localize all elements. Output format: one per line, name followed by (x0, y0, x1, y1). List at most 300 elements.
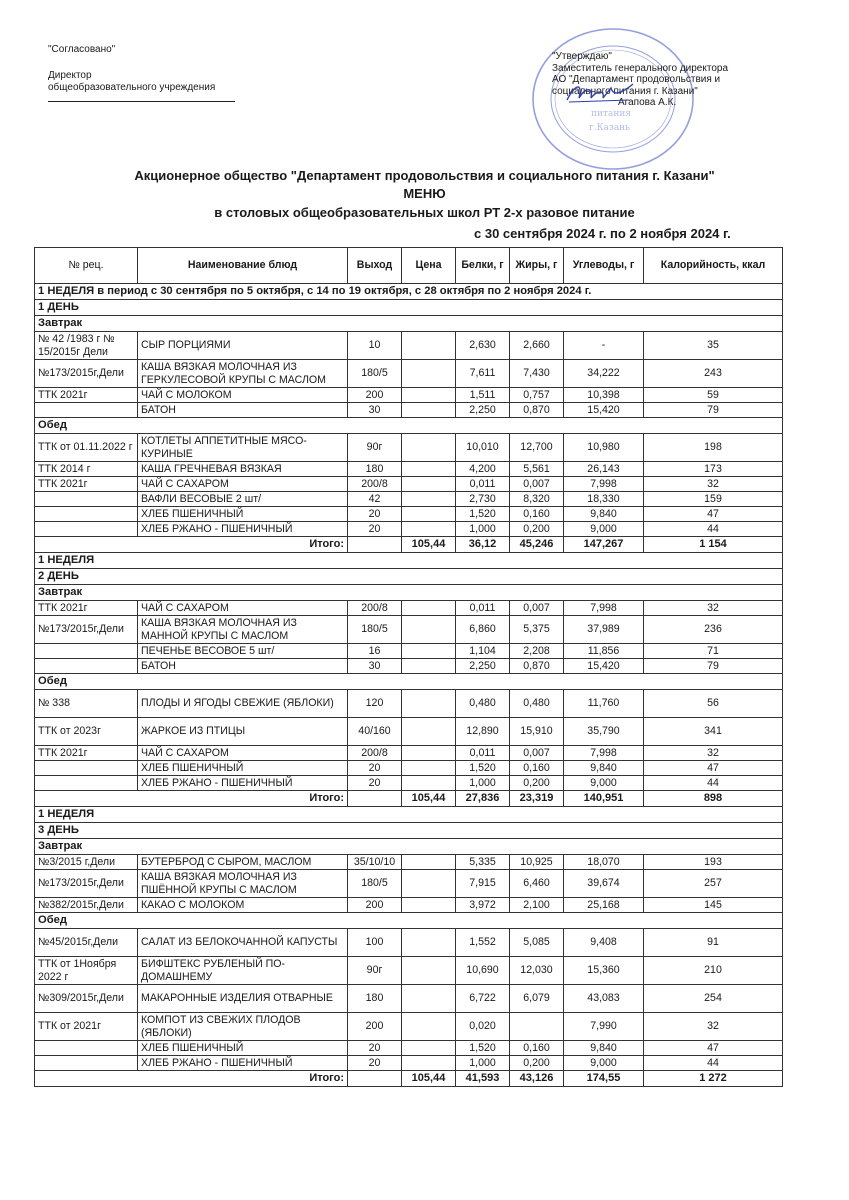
dish-kcal: 243 (644, 360, 783, 388)
total-row (35, 791, 783, 807)
approver-org-line2: социального питания г. Казани" (552, 85, 698, 97)
dish-fat: 6,460 (510, 870, 564, 898)
total-kcal: 898 (644, 791, 783, 807)
dish-protein: 0,020 (456, 1013, 510, 1041)
dish-carbs: 35,790 (564, 718, 644, 746)
day-row (35, 300, 783, 316)
dish-name: ПЛОДЫ И ЯГОДЫ СВЕЖИЕ (ЯБЛОКИ) (138, 690, 348, 718)
dish-price (402, 746, 456, 761)
dish-kcal: 173 (644, 462, 783, 477)
total-fat: 45,246 (510, 537, 564, 553)
dish-output: 20 (348, 522, 402, 537)
dish-carbs: 15,420 (564, 659, 644, 674)
dish-name: КАКАО С МОЛОКОМ (138, 898, 348, 913)
table-row (35, 957, 783, 985)
approver-name: Агапова А.К. (618, 97, 677, 109)
meal-row (35, 316, 783, 332)
dish-output: 20 (348, 776, 402, 791)
table-row (35, 855, 783, 870)
dish-price (402, 1056, 456, 1071)
dish-output: 40/160 (348, 718, 402, 746)
dish-carbs: 15,420 (564, 403, 644, 418)
recipe-number (35, 659, 138, 674)
dish-fat: 15,910 (510, 718, 564, 746)
dish-carbs: 9,408 (564, 929, 644, 957)
approved-label: "Утверждаю" (552, 51, 612, 62)
signature-icon (565, 80, 635, 106)
dish-price (402, 870, 456, 898)
table-header-row (35, 248, 783, 284)
dish-protein: 0,011 (456, 601, 510, 616)
dish-price (402, 616, 456, 644)
total-carbs: 147,267 (564, 537, 644, 553)
total-protein: 27,836 (456, 791, 510, 807)
dish-kcal: 56 (644, 690, 783, 718)
table-row (35, 659, 783, 674)
table-row (35, 761, 783, 776)
dish-protein: 0,480 (456, 690, 510, 718)
dish-name: КАША ГРЕЧНЕВАЯ ВЯЗКАЯ (138, 462, 348, 477)
table-row (35, 929, 783, 957)
dish-kcal: 79 (644, 403, 783, 418)
dish-fat: 0,870 (510, 659, 564, 674)
dish-fat: 2,660 (510, 332, 564, 360)
dish-name: ХЛЕБ РЖАНО - ПШЕНИЧНЫЙ (138, 1056, 348, 1071)
recipe-number (35, 522, 138, 537)
dish-fat: 0,160 (510, 507, 564, 522)
dish-kcal: 44 (644, 776, 783, 791)
recipe-number: ТТК от 2023г (35, 718, 138, 746)
dish-kcal: 254 (644, 985, 783, 1013)
dish-output: 20 (348, 1056, 402, 1071)
recipe-number (35, 644, 138, 659)
recipe-number (35, 761, 138, 776)
dish-output: 180 (348, 985, 402, 1013)
dish-fat: 0,200 (510, 522, 564, 537)
dish-fat: 5,085 (510, 929, 564, 957)
dish-price (402, 403, 456, 418)
total-row (35, 537, 783, 553)
col-rec: № рец. (35, 248, 138, 284)
table-row (35, 403, 783, 418)
menu-title: МЕНЮ (403, 186, 446, 201)
table-row (35, 434, 783, 462)
col-output: Выход (348, 248, 402, 284)
dish-kcal: 257 (644, 870, 783, 898)
dish-kcal: 35 (644, 332, 783, 360)
table-row (35, 507, 783, 522)
dish-output: 100 (348, 929, 402, 957)
total-output (348, 537, 402, 553)
dish-kcal: 47 (644, 1041, 783, 1056)
dish-price (402, 360, 456, 388)
recipe-number (35, 1056, 138, 1071)
meal-row (35, 418, 783, 434)
recipe-number (35, 776, 138, 791)
dish-output: 10 (348, 332, 402, 360)
dish-name: БУТЕРБРОД С СЫРОМ, МАСЛОМ (138, 855, 348, 870)
dish-protein: 2,250 (456, 403, 510, 418)
dish-protein: 12,890 (456, 718, 510, 746)
dish-output: 20 (348, 761, 402, 776)
week-label: 1 НЕДЕЛЯ (35, 553, 783, 569)
dish-fat: 12,700 (510, 434, 564, 462)
dish-carbs: 18,330 (564, 492, 644, 507)
dish-fat: 12,030 (510, 957, 564, 985)
recipe-number: № 338 (35, 690, 138, 718)
dish-output: 200/8 (348, 477, 402, 492)
dish-fat: 5,561 (510, 462, 564, 477)
col-name: Наименование блюд (138, 248, 348, 284)
recipe-number: ТТК от 2021г (35, 1013, 138, 1041)
dish-carbs: 10,398 (564, 388, 644, 403)
dish-kcal: 47 (644, 507, 783, 522)
dish-kcal: 91 (644, 929, 783, 957)
dish-carbs: 11,760 (564, 690, 644, 718)
table-row (35, 690, 783, 718)
dish-output: 35/10/10 (348, 855, 402, 870)
agreed-label: "Согласовано" (48, 44, 116, 55)
dish-fat: 8,320 (510, 492, 564, 507)
dish-kcal: 32 (644, 746, 783, 761)
recipe-number: №382/2015г,Дели (35, 898, 138, 913)
dish-name: ВАФЛИ ВЕСОВЫЕ 2 шт/ (138, 492, 348, 507)
recipe-number (35, 507, 138, 522)
dish-price (402, 855, 456, 870)
meal-row (35, 674, 783, 690)
dish-output: 90г (348, 434, 402, 462)
meal-label: Обед (35, 674, 783, 690)
dish-protein: 2,730 (456, 492, 510, 507)
dish-price (402, 718, 456, 746)
dish-fat: 2,100 (510, 898, 564, 913)
dish-protein: 2,630 (456, 332, 510, 360)
dish-output: 180/5 (348, 360, 402, 388)
dish-protein: 5,335 (456, 855, 510, 870)
dish-name: СЫР ПОРЦИЯМИ (138, 332, 348, 360)
dish-price (402, 659, 456, 674)
dish-kcal: 71 (644, 644, 783, 659)
day-label: 1 ДЕНЬ (35, 300, 783, 316)
dish-output: 90г (348, 957, 402, 985)
dish-kcal: 236 (644, 616, 783, 644)
dish-protein: 7,915 (456, 870, 510, 898)
dish-protein: 7,611 (456, 360, 510, 388)
institution-label: общеобразовательного учреждения (48, 82, 216, 93)
dish-kcal: 159 (644, 492, 783, 507)
total-kcal: 1 272 (644, 1071, 783, 1087)
dish-price (402, 434, 456, 462)
dish-carbs: - (564, 332, 644, 360)
total-row (35, 1071, 783, 1087)
dish-name: ЧАЙ С МОЛОКОМ (138, 388, 348, 403)
approver-position: Заместитель генерального директора (552, 62, 729, 74)
recipe-number (35, 403, 138, 418)
menu-subtitle: в столовых общеобразовательных школ РТ 2-х разовое питание (214, 205, 635, 220)
dish-protein: 10,690 (456, 957, 510, 985)
dish-kcal: 198 (644, 434, 783, 462)
table-row (35, 644, 783, 659)
meal-row (35, 839, 783, 855)
dish-protein: 1,000 (456, 1056, 510, 1071)
dish-fat: 0,160 (510, 761, 564, 776)
dish-kcal: 193 (644, 855, 783, 870)
dish-output: 30 (348, 659, 402, 674)
meal-label: Завтрак (35, 585, 783, 601)
dish-name: ХЛЕБ РЖАНО - ПШЕНИЧНЫЙ (138, 776, 348, 791)
dish-protein: 2,250 (456, 659, 510, 674)
dish-kcal: 341 (644, 718, 783, 746)
dish-carbs: 39,674 (564, 870, 644, 898)
week-label: 1 НЕДЕЛЯ (35, 807, 783, 823)
dish-output: 30 (348, 403, 402, 418)
col-price: Цена (402, 248, 456, 284)
dish-carbs: 9,000 (564, 1056, 644, 1071)
recipe-number: №173/2015г,Дели (35, 870, 138, 898)
total-output (348, 1071, 402, 1087)
meal-row (35, 913, 783, 929)
recipe-number (35, 492, 138, 507)
dish-output: 200/8 (348, 746, 402, 761)
dish-price (402, 477, 456, 492)
dish-protein: 1,520 (456, 761, 510, 776)
dish-kcal: 32 (644, 601, 783, 616)
dish-fat: 6,079 (510, 985, 564, 1013)
dish-carbs: 7,998 (564, 601, 644, 616)
recipe-number: №173/2015г,Дели (35, 616, 138, 644)
dish-carbs: 9,840 (564, 761, 644, 776)
dish-protein: 10,010 (456, 434, 510, 462)
dish-carbs: 9,000 (564, 522, 644, 537)
dish-output: 200 (348, 898, 402, 913)
total-label: Итого: (35, 1071, 348, 1087)
total-carbs: 174,55 (564, 1071, 644, 1087)
dish-name: ЖАРКОЕ ИЗ ПТИЦЫ (138, 718, 348, 746)
table-row (35, 1056, 783, 1071)
total-carbs: 140,951 (564, 791, 644, 807)
dish-name: ЧАЙ С САХАРОМ (138, 746, 348, 761)
total-output (348, 791, 402, 807)
dish-protein: 1,104 (456, 644, 510, 659)
recipe-number: № 42 /1983 г № 15/2015г Дели (35, 332, 138, 360)
dish-protein: 0,011 (456, 477, 510, 492)
day-label: 2 ДЕНЬ (35, 569, 783, 585)
dish-name: КАША ВЯЗКАЯ МОЛОЧНАЯ ИЗ ПШЁННОЙ КРУПЫ С МАСЛОМ (138, 870, 348, 898)
dish-name: САЛАТ ИЗ БЕЛОКОЧАННОЙ КАПУСТЫ (138, 929, 348, 957)
dish-kcal: 44 (644, 1056, 783, 1071)
dish-price (402, 929, 456, 957)
table-row (35, 332, 783, 360)
dish-price (402, 332, 456, 360)
table-row (35, 522, 783, 537)
dish-protein: 4,200 (456, 462, 510, 477)
day-row (35, 823, 783, 839)
dish-carbs: 34,222 (564, 360, 644, 388)
menu-table (34, 247, 783, 1087)
meal-label: Завтрак (35, 839, 783, 855)
dish-fat: 0,200 (510, 1056, 564, 1071)
dish-fat: 0,757 (510, 388, 564, 403)
dish-protein: 1,000 (456, 776, 510, 791)
dish-carbs: 37,989 (564, 616, 644, 644)
dish-fat: 7,430 (510, 360, 564, 388)
dish-output: 16 (348, 644, 402, 659)
table-row (35, 360, 783, 388)
dish-price (402, 522, 456, 537)
recipe-number: №3/2015 г,Дели (35, 855, 138, 870)
dish-price (402, 388, 456, 403)
total-protein: 36,12 (456, 537, 510, 553)
recipe-number: ТТК от 1Ноября 2022 г (35, 957, 138, 985)
week-label: 1 НЕДЕЛЯ в период с 30 сентября по 5 октября, с 14 по 19 октября, с 28 октября по 2 ноября 2024 г. (35, 284, 783, 300)
dish-protein: 1,520 (456, 507, 510, 522)
dish-output: 180 (348, 462, 402, 477)
col-protein: Белки, г (456, 248, 510, 284)
total-price: 105,44 (402, 791, 456, 807)
svg-text:питания: питания (591, 109, 632, 119)
dish-protein: 1,511 (456, 388, 510, 403)
dish-carbs: 9,840 (564, 507, 644, 522)
dish-fat: 0,480 (510, 690, 564, 718)
recipe-number: №309/2015г,Дели (35, 985, 138, 1013)
agreed-block (48, 44, 235, 102)
table-row (35, 462, 783, 477)
meal-label: Обед (35, 418, 783, 434)
dish-fat: 0,200 (510, 776, 564, 791)
dish-price (402, 1041, 456, 1056)
table-row (35, 898, 783, 913)
dish-price (402, 898, 456, 913)
total-price: 105,44 (402, 1071, 456, 1087)
menu-period: с 30 сентября 2024 г. по 2 ноября 2024 г. (474, 226, 731, 241)
recipe-number: ТТК 2021г (35, 601, 138, 616)
dish-name: КОМПОТ ИЗ СВЕЖИХ ПЛОДОВ (ЯБЛОКИ) (138, 1013, 348, 1041)
dish-fat: 2,208 (510, 644, 564, 659)
dish-name: БИФШТЕКС РУБЛЕНЫЙ ПО-ДОМАШНЕМУ (138, 957, 348, 985)
dish-carbs: 9,000 (564, 776, 644, 791)
day-label: 3 ДЕНЬ (35, 823, 783, 839)
dish-name: ЧАЙ С САХАРОМ (138, 601, 348, 616)
dish-carbs: 25,168 (564, 898, 644, 913)
dish-name: ХЛЕБ РЖАНО - ПШЕНИЧНЫЙ (138, 522, 348, 537)
dish-output: 120 (348, 690, 402, 718)
dish-output: 42 (348, 492, 402, 507)
org-title: Акционерное общество "Департамент продовольствия и социального питания г. Казани" (134, 168, 715, 183)
meal-label: Обед (35, 913, 783, 929)
table-row (35, 492, 783, 507)
dish-kcal: 44 (644, 522, 783, 537)
table-row (35, 746, 783, 761)
dish-price (402, 492, 456, 507)
table-row (35, 601, 783, 616)
dish-name: КАША ВЯЗКАЯ МОЛОЧНАЯ ИЗ МАННОЙ КРУПЫ С МАСЛОМ (138, 616, 348, 644)
dish-output: 20 (348, 507, 402, 522)
table-row (35, 870, 783, 898)
table-row (35, 1013, 783, 1041)
dish-protein: 0,011 (456, 746, 510, 761)
dish-output: 200 (348, 1013, 402, 1041)
dish-fat: 0,870 (510, 403, 564, 418)
dish-fat: 0,007 (510, 601, 564, 616)
dish-name: БАТОН (138, 659, 348, 674)
dish-name: ХЛЕБ ПШЕНИЧНЫЙ (138, 1041, 348, 1056)
table-row (35, 388, 783, 403)
dish-fat (510, 1013, 564, 1041)
recipe-number: ТТК 2021г (35, 477, 138, 492)
col-carbs: Углеводы, г (564, 248, 644, 284)
dish-price (402, 1013, 456, 1041)
recipe-number: ТТК 2021г (35, 746, 138, 761)
recipe-number: ТТК 2021г (35, 388, 138, 403)
dish-protein: 1,520 (456, 1041, 510, 1056)
dish-price (402, 462, 456, 477)
dish-protein: 6,860 (456, 616, 510, 644)
dish-kcal: 32 (644, 477, 783, 492)
approver-org-line1: АО "Департамент продовольствия и (552, 74, 721, 86)
dish-price (402, 776, 456, 791)
dish-price (402, 644, 456, 659)
table-row (35, 616, 783, 644)
total-label: Итого: (35, 537, 348, 553)
dish-output: 180/5 (348, 616, 402, 644)
dish-name: ХЛЕБ ПШЕНИЧНЫЙ (138, 507, 348, 522)
dish-kcal: 32 (644, 1013, 783, 1041)
dish-price (402, 957, 456, 985)
dish-kcal: 210 (644, 957, 783, 985)
meal-label: Завтрак (35, 316, 783, 332)
dish-name: МАКАРОННЫЕ ИЗДЕЛИЯ ОТВАРНЫЕ (138, 985, 348, 1013)
recipe-number: №45/2015г,Дели (35, 929, 138, 957)
dish-output: 180/5 (348, 870, 402, 898)
dish-protein: 3,972 (456, 898, 510, 913)
dish-kcal: 47 (644, 761, 783, 776)
total-label: Итого: (35, 791, 348, 807)
recipe-number: №173/2015г,Дели (35, 360, 138, 388)
total-price: 105,44 (402, 537, 456, 553)
table-row (35, 718, 783, 746)
dish-price (402, 761, 456, 776)
meal-row (35, 585, 783, 601)
dish-carbs: 7,998 (564, 477, 644, 492)
recipe-number (35, 1041, 138, 1056)
col-kcal: Калорийность, ккал (644, 248, 783, 284)
dish-protein: 1,000 (456, 522, 510, 537)
dish-price (402, 507, 456, 522)
dish-output: 200 (348, 388, 402, 403)
dish-protein: 6,722 (456, 985, 510, 1013)
total-fat: 23,319 (510, 791, 564, 807)
week-row (35, 807, 783, 823)
dish-carbs: 18,070 (564, 855, 644, 870)
col-fat: Жиры, г (510, 248, 564, 284)
total-kcal: 1 154 (644, 537, 783, 553)
dish-name: ЧАЙ С САХАРОМ (138, 477, 348, 492)
table-row (35, 985, 783, 1013)
table-row (35, 776, 783, 791)
dish-carbs: 9,840 (564, 1041, 644, 1056)
dish-carbs: 43,083 (564, 985, 644, 1013)
dish-price (402, 690, 456, 718)
table-row (35, 1041, 783, 1056)
dish-output: 20 (348, 1041, 402, 1056)
dish-name: КОТЛЕТЫ АППЕТИТНЫЕ МЯСО-КУРИНЫЕ (138, 434, 348, 462)
week-row (35, 284, 783, 300)
signature-line (48, 101, 235, 102)
director-label: Директор (48, 69, 92, 81)
dish-name: БАТОН (138, 403, 348, 418)
dish-carbs: 15,360 (564, 957, 644, 985)
day-row (35, 569, 783, 585)
